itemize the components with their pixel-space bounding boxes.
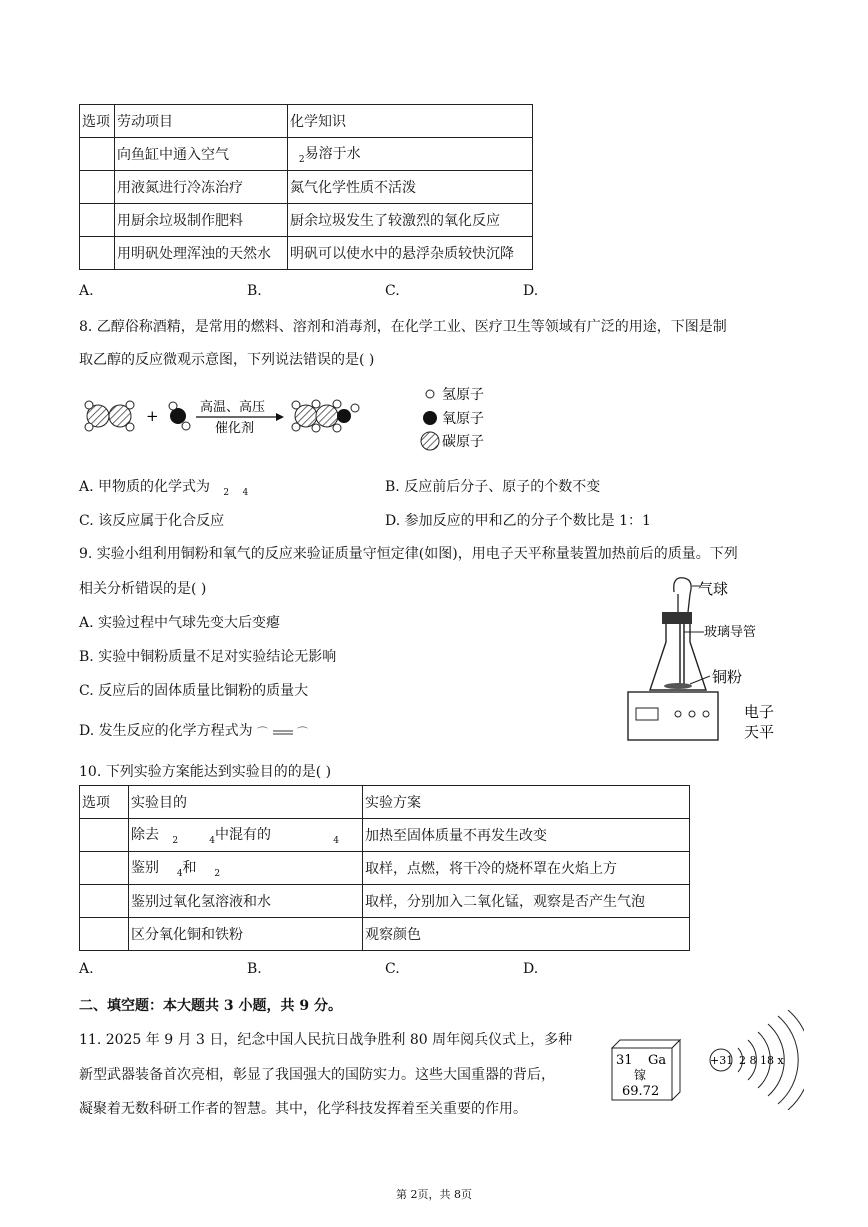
option-c[interactable]: C.	[385, 283, 400, 299]
table-cell	[80, 918, 129, 951]
table-cell: 用明矾处理浑浊的天然水	[115, 237, 288, 270]
element-card	[608, 1038, 684, 1102]
table-cell	[80, 852, 129, 885]
subscript: 4	[242, 488, 249, 498]
table-row	[80, 204, 533, 237]
table-cell: 用液氮进行冷冻治疗	[115, 171, 288, 204]
label-tube: 玻璃导管	[704, 625, 757, 640]
page-footer: 第 2页，共 8页	[396, 1188, 472, 1201]
chemical-equation-image	[257, 720, 309, 742]
table-cell: 向鱼缸中通入空气	[115, 138, 288, 171]
copper-powder-icon	[664, 683, 692, 689]
oxygen-legend-icon	[423, 411, 437, 425]
table-cell: 取样，分别加入二氧化锰，观察是否产生气泡	[363, 885, 690, 918]
q10-stem: 10. 下列实验方案能达到实验目的的是( )	[79, 764, 332, 780]
element-mass: 69.72	[622, 1084, 660, 1099]
cell-text: 易溶于水	[304, 146, 361, 162]
q8-option-c[interactable]: C. 该反应属于化合反应	[79, 513, 225, 529]
label-copper: 铜粉	[712, 668, 743, 686]
table-header: 化学知识	[288, 105, 533, 138]
q9-option-d[interactable]	[79, 720, 309, 742]
q9-apparatus-diagram	[622, 572, 790, 744]
subscript: 4	[209, 836, 215, 846]
table-cell	[80, 885, 129, 918]
q9-option-a[interactable]: A. 实验过程中气球先变大后变瘪	[79, 615, 281, 631]
label-balance-2: 天平	[744, 723, 775, 741]
cell-text: 鉴别	[131, 860, 159, 876]
subscript: 4	[176, 869, 183, 879]
subscript: 2	[223, 488, 230, 498]
table-row	[80, 918, 690, 951]
table-header: 劳动项目	[115, 105, 288, 138]
subscript: 4	[333, 836, 340, 846]
molecule-yi	[169, 402, 190, 430]
q7-table	[79, 104, 533, 270]
table-header: 选项	[80, 105, 115, 138]
q8-option-b[interactable]: B. 反应前后分子、原子的个数不变	[385, 479, 601, 495]
table-header: 选项	[80, 786, 129, 819]
section-heading: 二、填空题：本大题共 3 小题，共 9 分。	[79, 998, 342, 1014]
option-c[interactable]: C.	[385, 961, 400, 977]
table-cell	[80, 171, 115, 204]
table-cell	[80, 819, 129, 852]
table-cell: 加热至固体质量不再发生改变	[363, 819, 690, 852]
molecule-product	[292, 400, 359, 432]
table-cell	[80, 138, 115, 171]
table-cell: 氮气化学性质不活泼	[288, 171, 533, 204]
electron-shells: 2 8 18 x	[739, 1054, 784, 1067]
option-b[interactable]: B.	[247, 961, 262, 977]
condition-bottom: 催化剂	[215, 421, 255, 436]
table-cell: 明矾可以使水中的悬浮杂质较快沉降	[288, 237, 533, 270]
table-cell: 鉴别过氧化氢溶液和水	[129, 885, 363, 918]
nucleus-charge: +31	[710, 1054, 734, 1067]
label-balance-1: 电子	[744, 703, 775, 721]
q8-option-d[interactable]: D. 参加反应的甲和乙的分子个数比是 1：1	[385, 513, 651, 529]
table-header: 实验方案	[363, 786, 690, 819]
q9-stem-line1: 9. 实验小组利用铜粉和氧气的反应来验证质量守恒定律(如图)，用电子天平称量装置加热前后的质量。下列	[79, 546, 738, 562]
legend-oxygen: 氧原子	[442, 411, 484, 427]
flask-icon	[650, 624, 706, 690]
cell-text: 中混有的	[214, 827, 271, 843]
legend-carbon: 碳原子	[442, 434, 484, 450]
q8-reaction-diagram	[80, 378, 510, 452]
cell-text: 和	[182, 860, 197, 876]
cell-text: 除去	[131, 827, 159, 843]
option-text: A. 甲物质的化学式为	[79, 479, 211, 495]
table-row	[80, 171, 533, 204]
table-cell: 区分氧化铜和铁粉	[129, 918, 363, 951]
table-cell	[129, 852, 363, 885]
table-cell	[129, 819, 363, 852]
table-row	[80, 138, 533, 171]
carbon-legend-icon	[421, 432, 439, 450]
table-header-row	[80, 786, 690, 819]
option-b[interactable]: B.	[247, 283, 262, 299]
table-cell: 厨余垃圾发生了较激烈的氧化反应	[288, 204, 533, 237]
q9-option-c[interactable]: C. 反应后的固体质量比铜粉的质量大	[79, 683, 309, 699]
element-number: 31	[616, 1053, 633, 1068]
q11-line3: 凝聚着无数科研工作者的智慧。其中，化学科技发挥着至关重要的作用。	[79, 1101, 527, 1117]
label-balloon: 气球	[698, 580, 729, 598]
table-cell	[288, 138, 533, 171]
condition-top: 高温、高压	[200, 400, 266, 415]
table-row	[80, 819, 690, 852]
svg-text:⌒: ⌒	[297, 726, 309, 739]
option-a[interactable]: A.	[79, 283, 94, 299]
hydrogen-legend-icon	[426, 390, 434, 398]
element-name: 镓	[634, 1068, 647, 1082]
stopper-icon	[662, 612, 692, 624]
arrow-head	[276, 413, 284, 421]
q8-stem-line1: 8. 乙醇俗称酒精，是常用的燃料、溶剂和消毒剂，在化学工业、医疗卫生等领域有广泛的用途，下图是制	[79, 319, 727, 335]
option-text: D. 发生反应的化学方程式为	[79, 723, 253, 739]
atom-structure-diagram	[704, 1010, 804, 1110]
molecule-jia	[85, 401, 134, 431]
table-cell: 用厨余垃圾制作肥料	[115, 204, 288, 237]
q11-line1: 11. 2025 年 9 月 3 日，纪念中国人民抗日战争胜利 80 周年阅兵仪式上，多种	[79, 1032, 573, 1048]
q9-option-b[interactable]: B. 实验中铜粉质量不足对实验结论无影响	[79, 649, 337, 665]
table-header: 实验目的	[129, 786, 363, 819]
table-cell: 观察颜色	[363, 918, 690, 951]
table-cell	[80, 237, 115, 270]
option-d[interactable]: D.	[523, 961, 539, 977]
q10-table	[79, 785, 690, 951]
subscript: 2	[172, 836, 179, 846]
balloon-icon	[674, 578, 691, 612]
svg-text:⌒: ⌒	[257, 726, 269, 739]
table-header-row	[80, 105, 533, 138]
subscript: 2	[214, 869, 221, 879]
legend-hydrogen: 氢原子	[442, 387, 484, 403]
table-row	[80, 885, 690, 918]
plus-sign: +	[146, 407, 159, 425]
table-cell	[80, 204, 115, 237]
q9-stem-line2: 相关分析错误的是( )	[79, 581, 207, 597]
table-row	[80, 852, 690, 885]
q8-stem-line2: 取乙醇的反应微观示意图，下列说法错误的是( )	[79, 352, 375, 368]
legend	[421, 387, 484, 450]
element-symbol: Ga	[648, 1053, 667, 1068]
q11-line2: 新型武器装备首次亮相，彰显了我国强大的国防实力。这些大国重器的背后，	[79, 1067, 555, 1083]
q8-option-a[interactable]	[79, 476, 248, 498]
subscript: 2	[298, 155, 305, 165]
table-row	[80, 237, 533, 270]
table-cell: 取样，点燃，将干冷的烧杯罩在火焰上方	[363, 852, 690, 885]
option-d[interactable]: D.	[523, 283, 539, 299]
option-a[interactable]: A.	[79, 961, 94, 977]
